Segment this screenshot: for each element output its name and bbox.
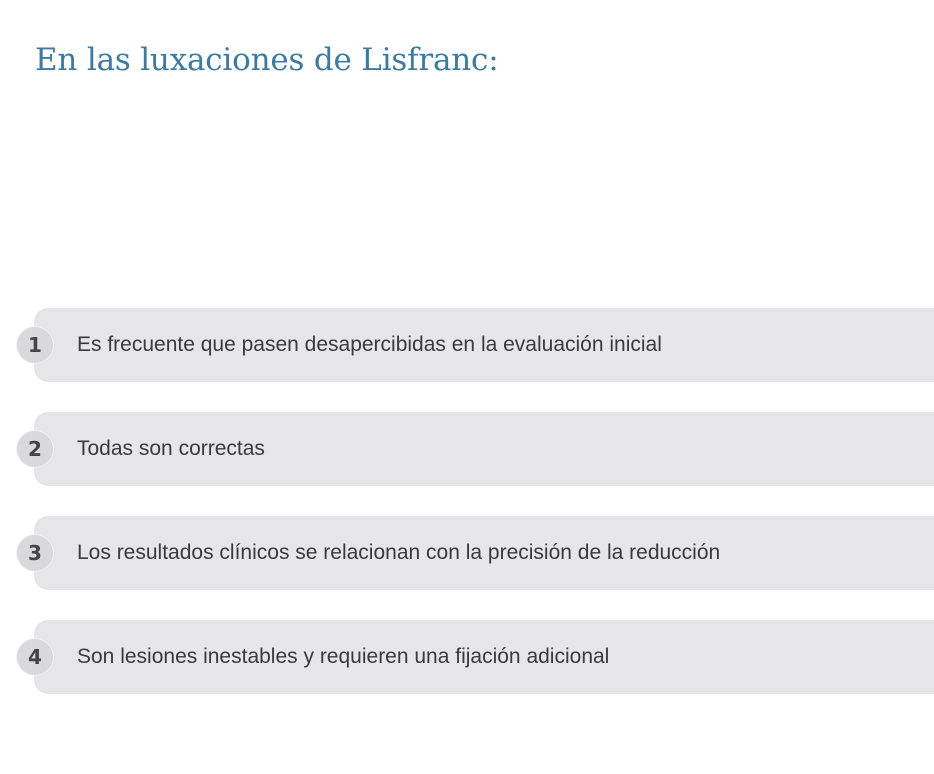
answer-options xyxy=(0,308,934,724)
answer-number-badge: 3 xyxy=(17,535,53,571)
answer-option-4[interactable] xyxy=(0,620,934,694)
answer-option-3[interactable] xyxy=(0,516,934,590)
answer-number-badge: 2 xyxy=(17,431,53,467)
answer-number-badge: 4 xyxy=(17,639,53,675)
answer-option-text: Es frecuente que pasen desapercibidas en la evaluación inicial xyxy=(77,333,662,356)
answer-option-text: Todas son correctas xyxy=(77,437,265,460)
answer-option-2[interactable] xyxy=(0,412,934,486)
answer-option-1[interactable] xyxy=(0,308,934,382)
answer-number-badge: 1 xyxy=(17,327,53,363)
answer-option-text: Son lesiones inestables y requieren una fijación adicional xyxy=(77,645,610,668)
answer-option-text: Los resultados clínicos se relacionan con la precisión de la reducción xyxy=(77,541,721,564)
question-title: En las luxaciones de Lisfranc: xyxy=(35,42,499,78)
